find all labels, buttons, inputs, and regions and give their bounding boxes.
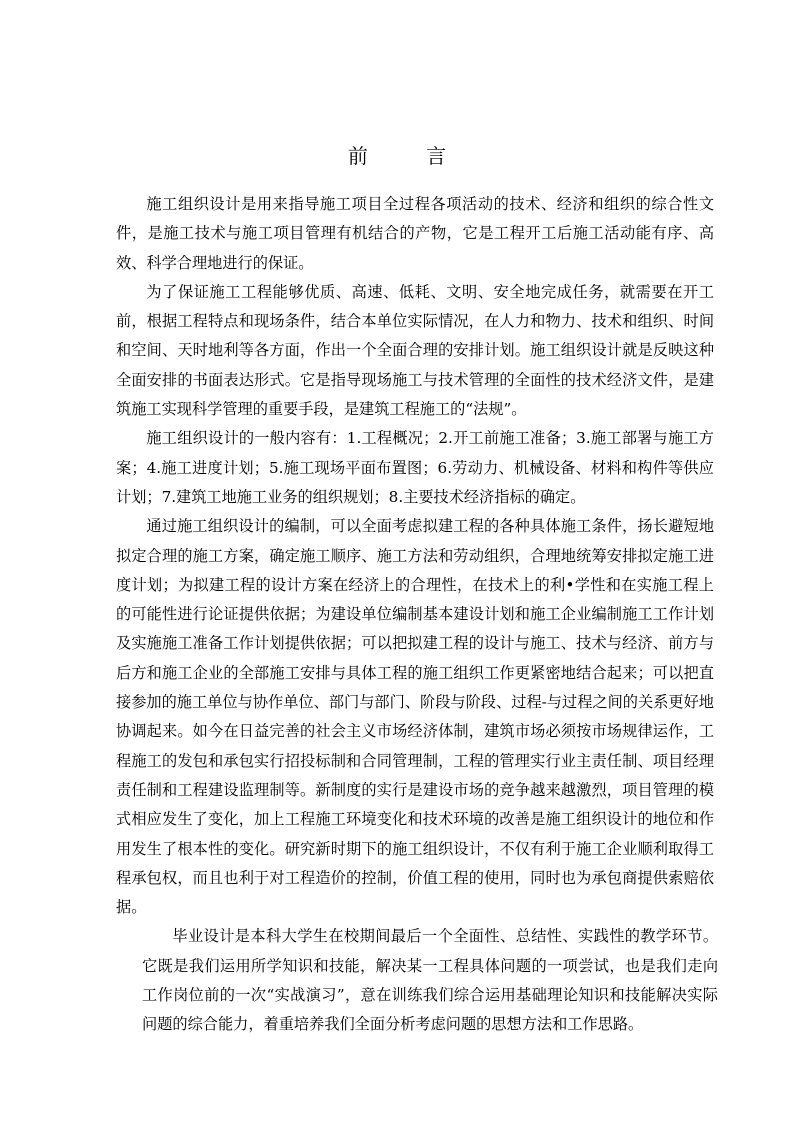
- paragraph-3: 施工组织设计的一般内容有：1.工程概况；2.开工前施工准备；3.施工部署与施工方案；4.施工进度计划；5.施工现场平面布置图；6.劳动力、机械设备、材料和构件等供应计划；7.建筑工地施工业务的组织规划；8.主要技术经济指标的确定。: [116, 429, 714, 506]
- document-body: [116, 190, 718, 1040]
- page-title: 前 言: [347, 144, 473, 169]
- paragraph-2: 为了保证施工工程能够优质、高速、低耗、文明、安全地完成任务，就需要在开工前，根据工程特点和现场条件，结合本单位实际情况，在人力和物力、技术和组织、时间和空间、天时地利等各方面，作出一个全面合理的安排计划。施工组织设计就是反映这种全面安排的书面表达形式。它是指导现场施工与技术管理的全面性的技术经济文件，是建筑施工实现科学管理的重要手段，是建筑工程施工的“法规”。: [116, 282, 714, 419]
- paragraph-1: 施工组织设计是用来指导施工项目全过程各项活动的技术、经济和组织的综合性文件，是施工技术与施工项目管理有机结合的产物，它是工程开工后施工活动能有序、高效、科学合理地进行的保证。: [116, 195, 714, 272]
- paragraph-5: 毕业设计是本科大学生在校期间最后一个全面性、总结性、实践性的教学环节。它既是我们运用所学知识和技能，解决某一工程具体问题的一项尝试，也是我们走向工作岗位前的一次“实战演习”，意在训练我们综合运用基础理论知识和技能解决实际问题的综合能力，着重培养我们全面分析考虑问题的思想方法和工作思路。: [142, 927, 718, 1034]
- paragraph-4: 通过施工组织设计的编制，可以全面考虑拟建工程的各种具体施工条件，扬长避短地拟定合理的施工方案，确定施工顺序、施工方法和劳动组织，合理地统筹安排拟定施工进度计划；为拟建工程的设计方案在经济上的合理性，在技术上的利•学性和在实施工程上的可能性进行论证提供依据；为建设单位编制基本建设计划和施工企业编制施工工作计划及实施施工准备工作计划提供依据；可以把拟建工程的设计与施工、技术与经济、前方与后方和施工企业的全部施工安排与具体工程的施工组织工作更紧密地结合起来；可以把直接参加的施工单位与协作单位、部门与部门、阶段与阶段、过程-与过程之间的关系更好地协调起来。如今在日益完善的社会主义市场经济体制，建筑市场必须按市场规律运作，工程施工的发包和承包实行招投标制和合同管理制，工程的管理实行业主责任制、项目经理责任制和工程建设监理制等。新制度的实行是建设市场的竞争越来越激烈，项目管理的模式相应发生了变化，加上工程施工环境变化和技术环境的改善是施工组织设计的地位和作用发生了根本性的变化。研究新时期下的施工组织设计，不仅有利于施工企业顺利取得工程承包权，而且也利于对工程造价的控制，价值工程的使用，同时也为承包商提供索赔依据。: [116, 517, 714, 917]
